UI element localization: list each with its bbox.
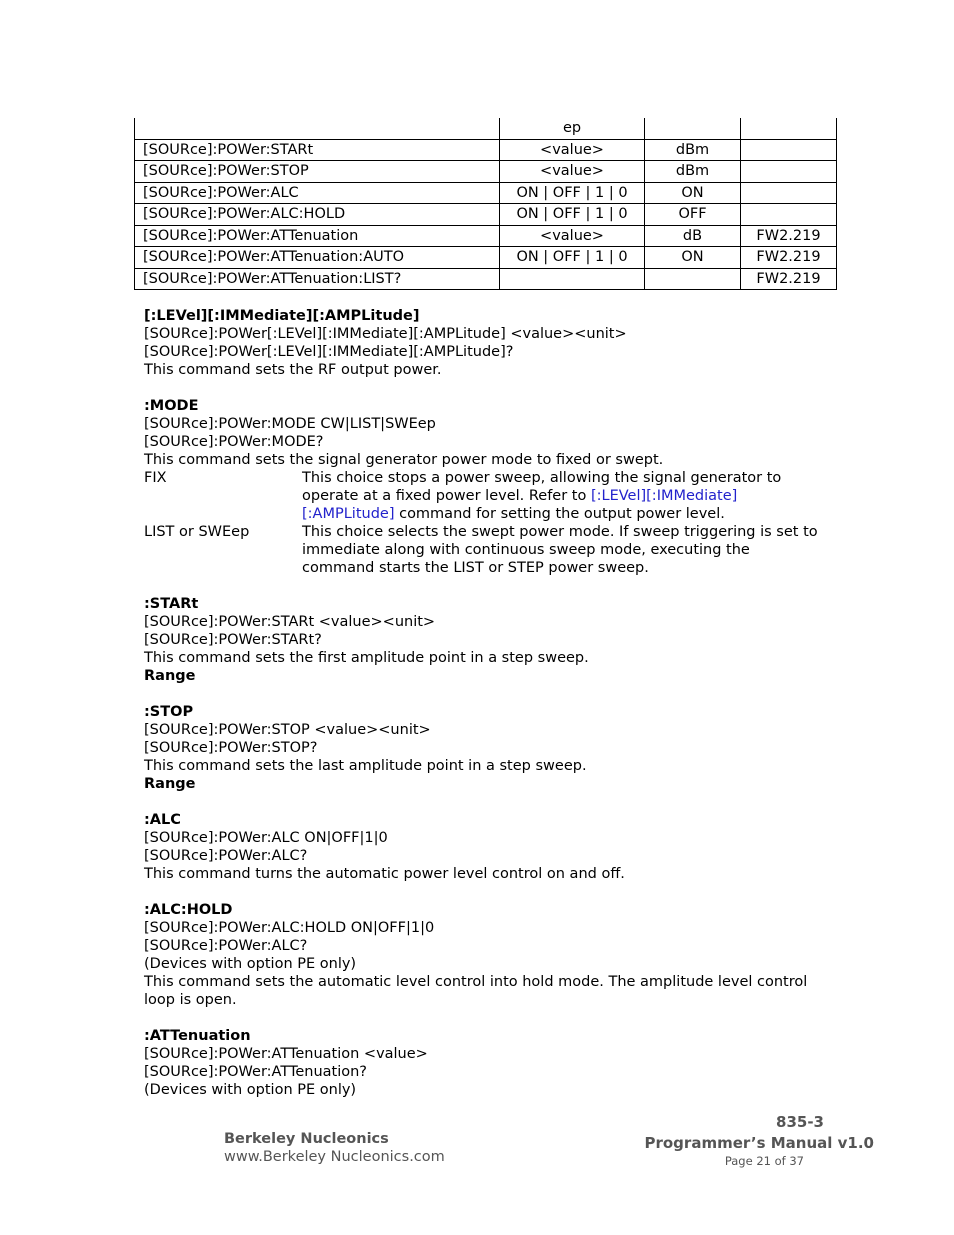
- table-cell-firmware: [741, 139, 837, 161]
- command-query: [SOURce]:POWer[:LEVel][:IMMediate][:AMPLitude]?: [144, 344, 514, 360]
- footer-website: www.Berkeley Nucleonics.com: [224, 1149, 445, 1165]
- definition-term: LIST or SWEep: [144, 524, 250, 540]
- table-cell-command: [135, 118, 500, 139]
- table-row: [135, 161, 837, 183]
- table-cell-parameter: <value>: [500, 225, 645, 247]
- footer-company: Berkeley Nucleonics: [224, 1131, 389, 1147]
- section-title-mode: :MODE: [144, 398, 199, 414]
- section-title-attenuation: :ATTenuation: [144, 1028, 251, 1044]
- command-syntax: [SOURce]:POWer:MODE CW|LIST|SWEep: [144, 416, 436, 432]
- table-cell-firmware: [741, 204, 837, 226]
- table-cell-default: ON: [645, 182, 741, 204]
- table-cell-command: [SOURce]:POWer:ATTenuation:LIST?: [135, 268, 500, 290]
- table-cell-parameter: ON | OFF | 1 | 0: [500, 204, 645, 226]
- footer-manual-title: Programmer’s Manual v1.0: [644, 1134, 874, 1152]
- table-row: [135, 204, 837, 226]
- command-syntax: [SOURce]:POWer:ATTenuation <value>: [144, 1046, 428, 1062]
- command-description: This command sets the signal generator power mode to fixed or swept.: [144, 452, 664, 468]
- section-title-alc: :ALC: [144, 812, 181, 828]
- table-cell-firmware: [741, 182, 837, 204]
- footer-manual-block: [644, 1112, 874, 1168]
- command-syntax: [SOURce]:POWer:STARt <value><unit>: [144, 614, 436, 630]
- definition-text: This choice stops a power sweep, allowing the signal generator to operate at a fixed power level. Refer to: [302, 470, 782, 504]
- command-syntax: [SOURce]:POWer:STOP <value><unit>: [144, 722, 431, 738]
- table-cell-parameter: ON | OFF | 1 | 0: [500, 182, 645, 204]
- section-title-alc-hold: :ALC:HOLD: [144, 902, 233, 918]
- table-cell-default: [645, 118, 741, 139]
- range-label: Range: [144, 668, 196, 684]
- table-cell-default: dB: [645, 225, 741, 247]
- command-description: This command sets the first amplitude point in a step sweep.: [144, 650, 589, 666]
- table-cell-parameter: <value>: [500, 139, 645, 161]
- table-cell-command: [SOURce]:POWer:ALC:HOLD: [135, 204, 500, 226]
- command-description: This command sets the automatic level control into hold mode. The amplitude level control loop is open.: [144, 974, 808, 1008]
- table-row: [135, 247, 837, 269]
- table-cell-command: [SOURce]:POWer:ALC: [135, 182, 500, 204]
- command-query: [SOURce]:POWer:MODE?: [144, 434, 324, 450]
- table-row: [135, 118, 837, 139]
- footer-page-number: Page 21 of 37: [724, 1154, 804, 1168]
- definition-term: FIX: [144, 470, 167, 486]
- table-cell-default: [645, 268, 741, 290]
- table-cell-firmware: [741, 118, 837, 139]
- table-cell-parameter: <value>: [500, 161, 645, 183]
- definition-fix: [144, 469, 824, 523]
- table-cell-default: dBm: [645, 139, 741, 161]
- definition-description: This choice selects the swept power mode. If sweep triggering is set to immediate along with continuous sweep mode, executing the command starts the LIST or STEP power sweep.: [302, 524, 818, 576]
- definition-description: [302, 469, 822, 523]
- table-cell-command: [SOURce]:POWer:ATTenuation: [135, 225, 500, 247]
- section-title-start: :STARt: [144, 596, 199, 612]
- table-cell-firmware: [741, 161, 837, 183]
- table-cell-default: ON: [645, 247, 741, 269]
- table-row: [135, 139, 837, 161]
- table-cell-default: OFF: [645, 204, 741, 226]
- table-row: [135, 268, 837, 290]
- table-row: [135, 225, 837, 247]
- command-description: This command sets the RF output power.: [144, 362, 442, 378]
- table-cell-firmware: FW2.219: [741, 268, 837, 290]
- command-syntax: [SOURce]:POWer:ALC ON|OFF|1|0: [144, 830, 388, 846]
- command-query: [SOURce]:POWer:ALC?: [144, 848, 308, 864]
- command-description: This command sets the last amplitude point in a step sweep.: [144, 758, 587, 774]
- command-description: This command turns the automatic power level control on and off.: [144, 866, 625, 882]
- definition-list: [144, 523, 824, 577]
- table-cell-firmware: FW2.219: [741, 225, 837, 247]
- command-syntax: [SOURce]:POWer[:LEVel][:IMMediate][:AMPLitude] <value><unit>: [144, 326, 627, 342]
- table-cell-parameter: ep: [500, 118, 645, 139]
- table-cell-default: dBm: [645, 161, 741, 183]
- table-row: [135, 182, 837, 204]
- table-cell-firmware: FW2.219: [741, 247, 837, 269]
- command-table: [134, 118, 837, 290]
- section-title-stop: :STOP: [144, 704, 194, 720]
- table-cell-command: [SOURce]:POWer:STARt: [135, 139, 500, 161]
- command-query: [SOURce]:POWer:STARt?: [144, 632, 322, 648]
- command-query: [SOURce]:POWer:ALC?: [144, 938, 308, 954]
- command-query: [SOURce]:POWer:STOP?: [144, 740, 318, 756]
- definition-text: command for setting the output power level.: [394, 506, 725, 522]
- footer-company-block: [224, 1130, 445, 1166]
- command-syntax: [SOURce]:POWer:ALC:HOLD ON|OFF|1|0: [144, 920, 435, 936]
- command-note: (Devices with option PE only): [144, 1082, 357, 1098]
- command-note: (Devices with option PE only): [144, 956, 357, 972]
- section-title-level: [:LEVel][:IMMediate][:AMPLitude]: [144, 308, 420, 324]
- level-link[interactable]: [:LEVel][:IMMediate][:AMPLitude]: [302, 488, 738, 522]
- table-cell-command: [SOURce]:POWer:STOP: [135, 161, 500, 183]
- command-query: [SOURce]:POWer:ATTenuation?: [144, 1064, 368, 1080]
- document-body: [144, 307, 824, 1099]
- footer-model: 835-3: [776, 1113, 824, 1131]
- table-cell-command: [SOURce]:POWer:ATTenuation:AUTO: [135, 247, 500, 269]
- table-cell-parameter: [500, 268, 645, 290]
- table-cell-parameter: ON | OFF | 1 | 0: [500, 247, 645, 269]
- range-label: Range: [144, 776, 196, 792]
